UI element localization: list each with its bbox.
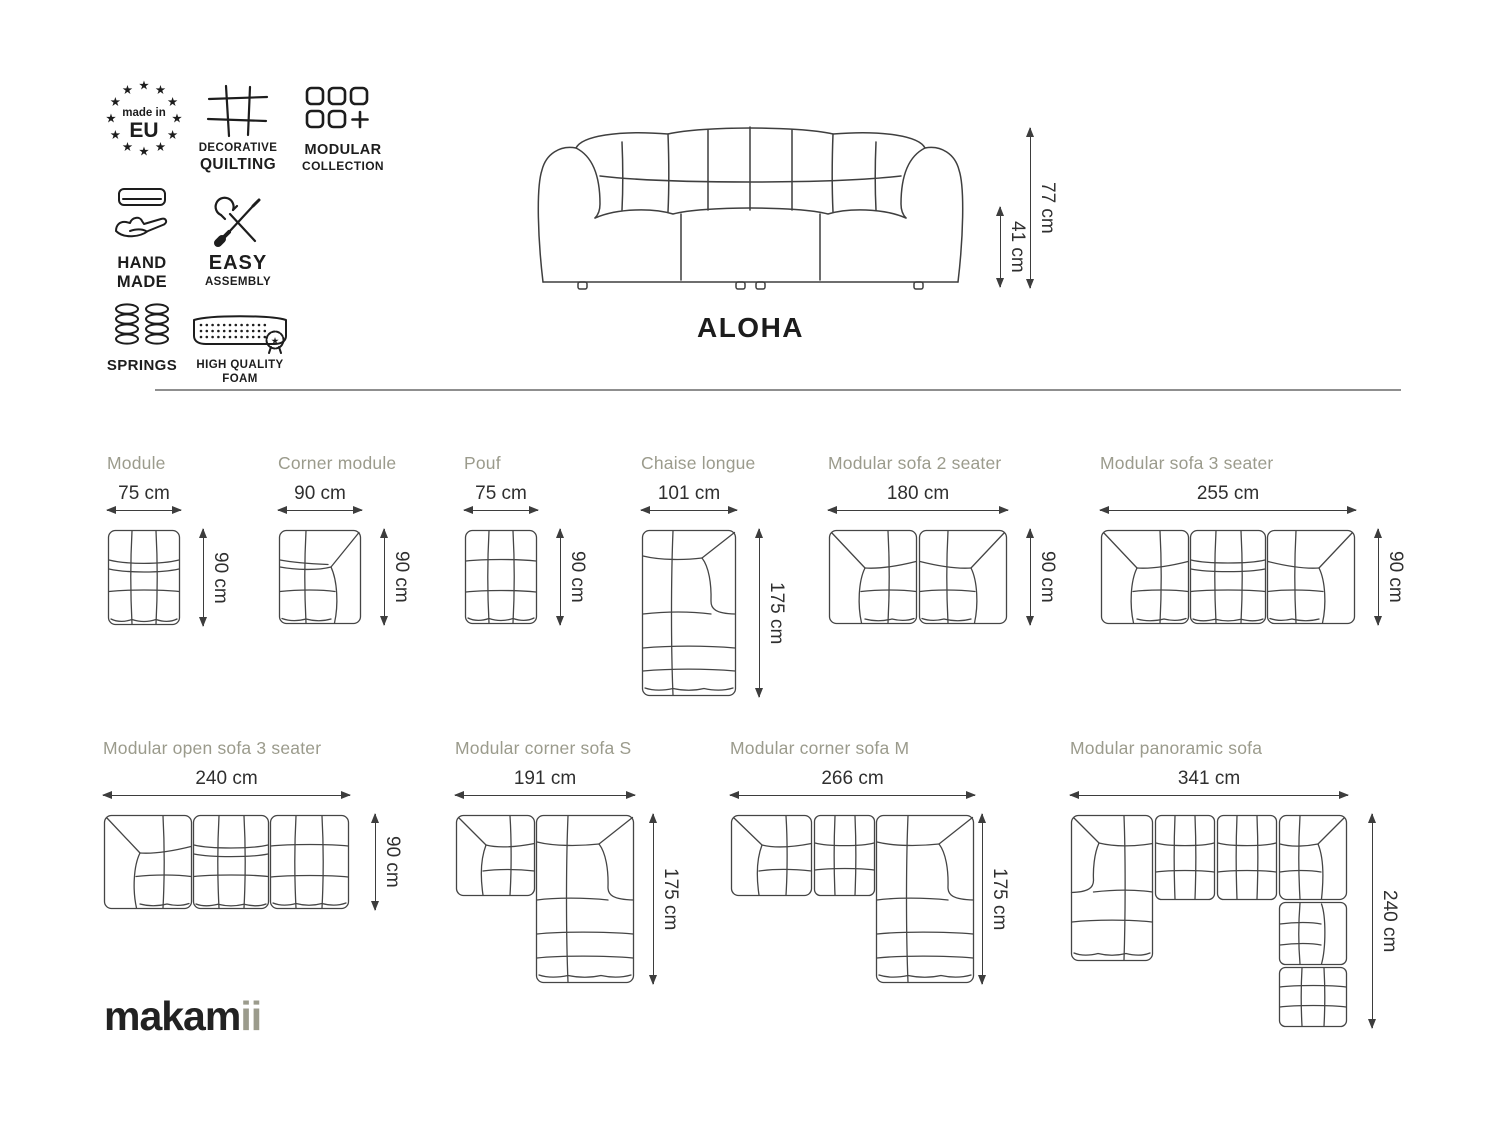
width-arrow	[641, 510, 737, 511]
quilting-grid-icon	[206, 84, 270, 138]
badge-easy-assembly	[194, 190, 282, 289]
seat-height-arrow	[1000, 207, 1001, 287]
product-name: ALOHA	[696, 312, 805, 343]
depth-arrow	[759, 529, 760, 697]
springs-icon	[110, 301, 174, 349]
width-arrow	[730, 795, 975, 796]
module-title: Corner module	[278, 453, 397, 473]
section-divider	[155, 389, 1401, 391]
width-arrow	[1070, 795, 1348, 796]
badge-springs	[100, 301, 184, 375]
overall-height-arrow	[1030, 128, 1031, 288]
badge-hand-made	[98, 186, 186, 293]
depth-dimension-label: 90 cm	[382, 836, 403, 888]
svg-text:★: ★	[121, 82, 134, 97]
depth-arrow	[1372, 814, 1373, 1028]
handmade-label-line1: HAND	[117, 254, 167, 272]
module-title: Chaise longue	[641, 453, 756, 473]
seat-height-dimension	[1000, 207, 1028, 287]
badge-made-in-eu	[98, 74, 190, 164]
badge-high-quality-foam	[188, 308, 292, 386]
assembly-label-line2: ASSEMBLY	[204, 275, 272, 288]
width-arrow	[455, 795, 635, 796]
module-title: Modular sofa 2 seater	[828, 453, 1002, 473]
module-title: Modular panoramic sofa	[1070, 738, 1263, 758]
corner-sofa-m-top-view	[730, 814, 975, 984]
foam-icon	[190, 308, 290, 354]
svg-text:★: ★	[109, 128, 122, 142]
module-title: Pouf	[464, 453, 501, 473]
svg-text:★: ★	[270, 336, 280, 347]
width-dimension-label: 255 cm	[1196, 483, 1260, 504]
depth-dimension-label: 175 cm	[989, 867, 1010, 931]
pouf-top-view	[464, 529, 538, 625]
depth-arrow	[653, 814, 654, 984]
width-arrow	[107, 510, 181, 511]
svg-text:★: ★	[105, 111, 117, 126]
svg-text:★: ★	[154, 140, 167, 154]
depth-arrow	[375, 814, 376, 910]
svg-text:★: ★	[138, 78, 150, 93]
seat-height-label: 41 cm	[1007, 221, 1028, 273]
module-title: Modular corner sofa M	[730, 738, 910, 758]
sofa-front-view-illustration	[518, 110, 983, 292]
foam-label-line2: FOAM	[222, 372, 258, 385]
springs-label: SPRINGS	[106, 357, 178, 374]
depth-arrow	[560, 529, 561, 625]
width-dimension-label: 75 cm	[475, 483, 527, 504]
hand-holding-sofa-icon	[109, 186, 175, 246]
overall-height-dimension	[1030, 128, 1058, 288]
module-title: Modular open sofa 3 seater	[103, 738, 322, 758]
svg-text:★: ★	[166, 95, 179, 109]
open-sofa-3-seater-top-view	[103, 814, 350, 910]
depth-dimension-label: 240 cm	[1379, 889, 1400, 953]
corner-module-top-view	[278, 529, 362, 625]
badge-modular-collection	[296, 86, 390, 173]
made-in-text: made in	[122, 107, 166, 119]
width-dimension-label: 341 cm	[1177, 768, 1241, 789]
foam-label-line1: HIGH QUALITY	[196, 359, 284, 371]
depth-arrow	[1030, 529, 1031, 625]
svg-text:★: ★	[154, 82, 167, 97]
depth-dimension-label: 90 cm	[567, 551, 588, 603]
quilting-label-line1: DECORATIVE	[198, 142, 278, 154]
width-dimension-label: 191 cm	[513, 768, 577, 789]
width-arrow	[464, 510, 538, 511]
brand-logo	[104, 993, 261, 1040]
brand-logo-main: makam	[104, 993, 241, 1039]
svg-text:★: ★	[138, 144, 150, 159]
width-dimension-label: 75 cm	[118, 483, 170, 504]
corner-sofa-s-top-view	[455, 814, 635, 984]
module-title: Module	[107, 453, 166, 473]
depth-dimension-label: 90 cm	[391, 551, 412, 603]
width-dimension-label: 90 cm	[294, 483, 346, 504]
width-dimension-label: 101 cm	[657, 483, 721, 504]
module-title: Modular sofa 3 seater	[1100, 453, 1274, 473]
modular-label-line2: COLLECTION	[302, 159, 384, 174]
depth-dimension-label: 175 cm	[766, 581, 787, 645]
eu-stars-icon	[101, 74, 187, 164]
overall-height-label: 77 cm	[1037, 182, 1058, 234]
module-top-view	[107, 529, 181, 626]
depth-dimension-label: 90 cm	[1037, 551, 1058, 603]
tools-icon	[208, 190, 268, 248]
depth-arrow	[1378, 529, 1379, 625]
chaise-longue-top-view	[641, 529, 737, 697]
depth-dimension-label: 90 cm	[210, 551, 231, 604]
depth-arrow	[203, 529, 204, 626]
svg-text:★: ★	[171, 111, 183, 126]
module-title: Modular corner sofa S	[455, 738, 632, 758]
panoramic-sofa-top-view	[1070, 814, 1348, 1028]
svg-text:★: ★	[166, 128, 179, 142]
sofa-2-seater-top-view	[828, 529, 1008, 625]
brand-logo-suffix: ii	[240, 993, 262, 1039]
assembly-label-line1: EASY	[208, 252, 268, 274]
handmade-label-line2: MADE	[116, 273, 168, 292]
badge-decorative-quilting	[194, 84, 282, 174]
width-dimension-label: 180 cm	[886, 483, 950, 504]
modular-squares-icon	[305, 86, 381, 136]
depth-dimension-label: 90 cm	[1385, 551, 1406, 603]
sofa-3-seater-top-view	[1100, 529, 1356, 625]
eu-text: EU	[129, 119, 159, 142]
quilting-label-line2: QUILTING	[199, 155, 277, 173]
svg-text:★: ★	[121, 140, 134, 154]
depth-arrow	[384, 529, 385, 625]
depth-arrow	[982, 814, 983, 984]
depth-dimension-label: 175 cm	[660, 867, 681, 931]
width-arrow	[103, 795, 350, 796]
width-dimension-label: 266 cm	[821, 768, 884, 789]
svg-text:★: ★	[109, 95, 122, 109]
width-dimension-label: 240 cm	[195, 768, 258, 789]
width-arrow	[1100, 510, 1356, 511]
modular-label-line1: MODULAR	[304, 142, 382, 158]
width-arrow	[278, 510, 362, 511]
width-arrow	[828, 510, 1008, 511]
